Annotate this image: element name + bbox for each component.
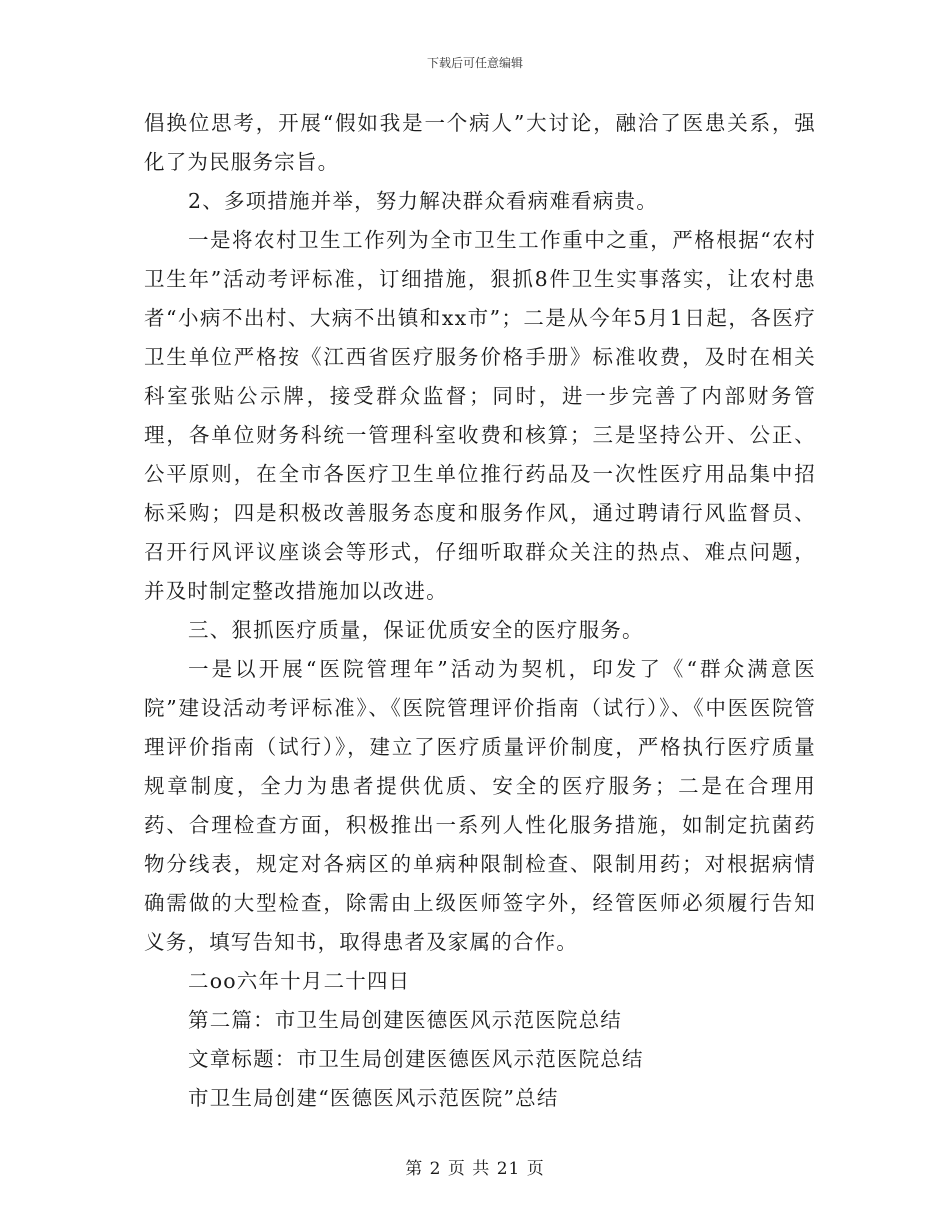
article-heading: 市卫生局创建“医德医风示范医院”总结 [188,1086,559,1110]
document-body [144,104,816,1118]
paragraph-continued: 倡换位思考，开展“假如我是一个病人”大讨论，融洽了医患关系，强化了为民服务宗旨。 [144,111,816,174]
section-heading-2: 2、多项措施并举，努力解决群众看病难看病贵。 [188,189,658,213]
article-part-title: 第二篇：市卫生局创建医德医风示范医院总结 [188,1008,622,1032]
section-heading-3: 三、狠抓医疗质量，保证优质安全的医疗服务。 [188,618,644,642]
page-header: 下载后可任意编辑 [426,56,523,70]
paragraph-rural-health: 一是将农村卫生工作列为全市卫生工作重中之重，严格根据“农村卫生年”活动考评标准，订细措施，狠抓8件卫生实事落实，让农村患者“小病不出村、大病不出镇和xx市”；二是从今年5月1日起，各医疗卫生单位严格按《江西省医疗服务价格手册》标准收费，及时在相关科室张贴公示牌，接受群众监督；同时，进一步完善了内部财务管理，各单位财务科统一管理科室收费和核算；三是坚持公开、公正、公平原则，在全市各医疗卫生单位推行药品及一次性医疗用品集中招标采购；四是积极改善服务态度和服务作风，通过聘请行风监督员、召开行风评议座谈会等形式，仔细听取群众关注的热点、难点问题，并及时制定整改措施加以改进。 [144,228,816,603]
document-date: 二oo六年十月二十四日 [188,969,411,993]
page-footer: 第 2 页 共 21 页 [405,1159,545,1179]
article-title-line: 文章标题：市卫生局创建医德医风示范医院总结 [188,1047,644,1071]
paragraph-hospital-management: 一是以开展“医院管理年”活动为契机，印发了《“群众满意医院”建设活动考评标准》、《医院管理评价指南（试行）》、《中医医院管理评价指南（试行）》，建立了医疗质量评价制度，严格执行医疗质量规章制度，全力为患者提供优质、安全的医疗服务；二是在合理用药、合理检查方面，积极推出一系列人性化服务措施，如制定抗菌药物分线表，规定对各病区的单病种限制检查、限制用药；对根据病情确需做的大型检查，除需由上级医师签字外，经管医师必须履行告知义务，填写告知书，取得患者及家属的合作。 [144,657,816,954]
